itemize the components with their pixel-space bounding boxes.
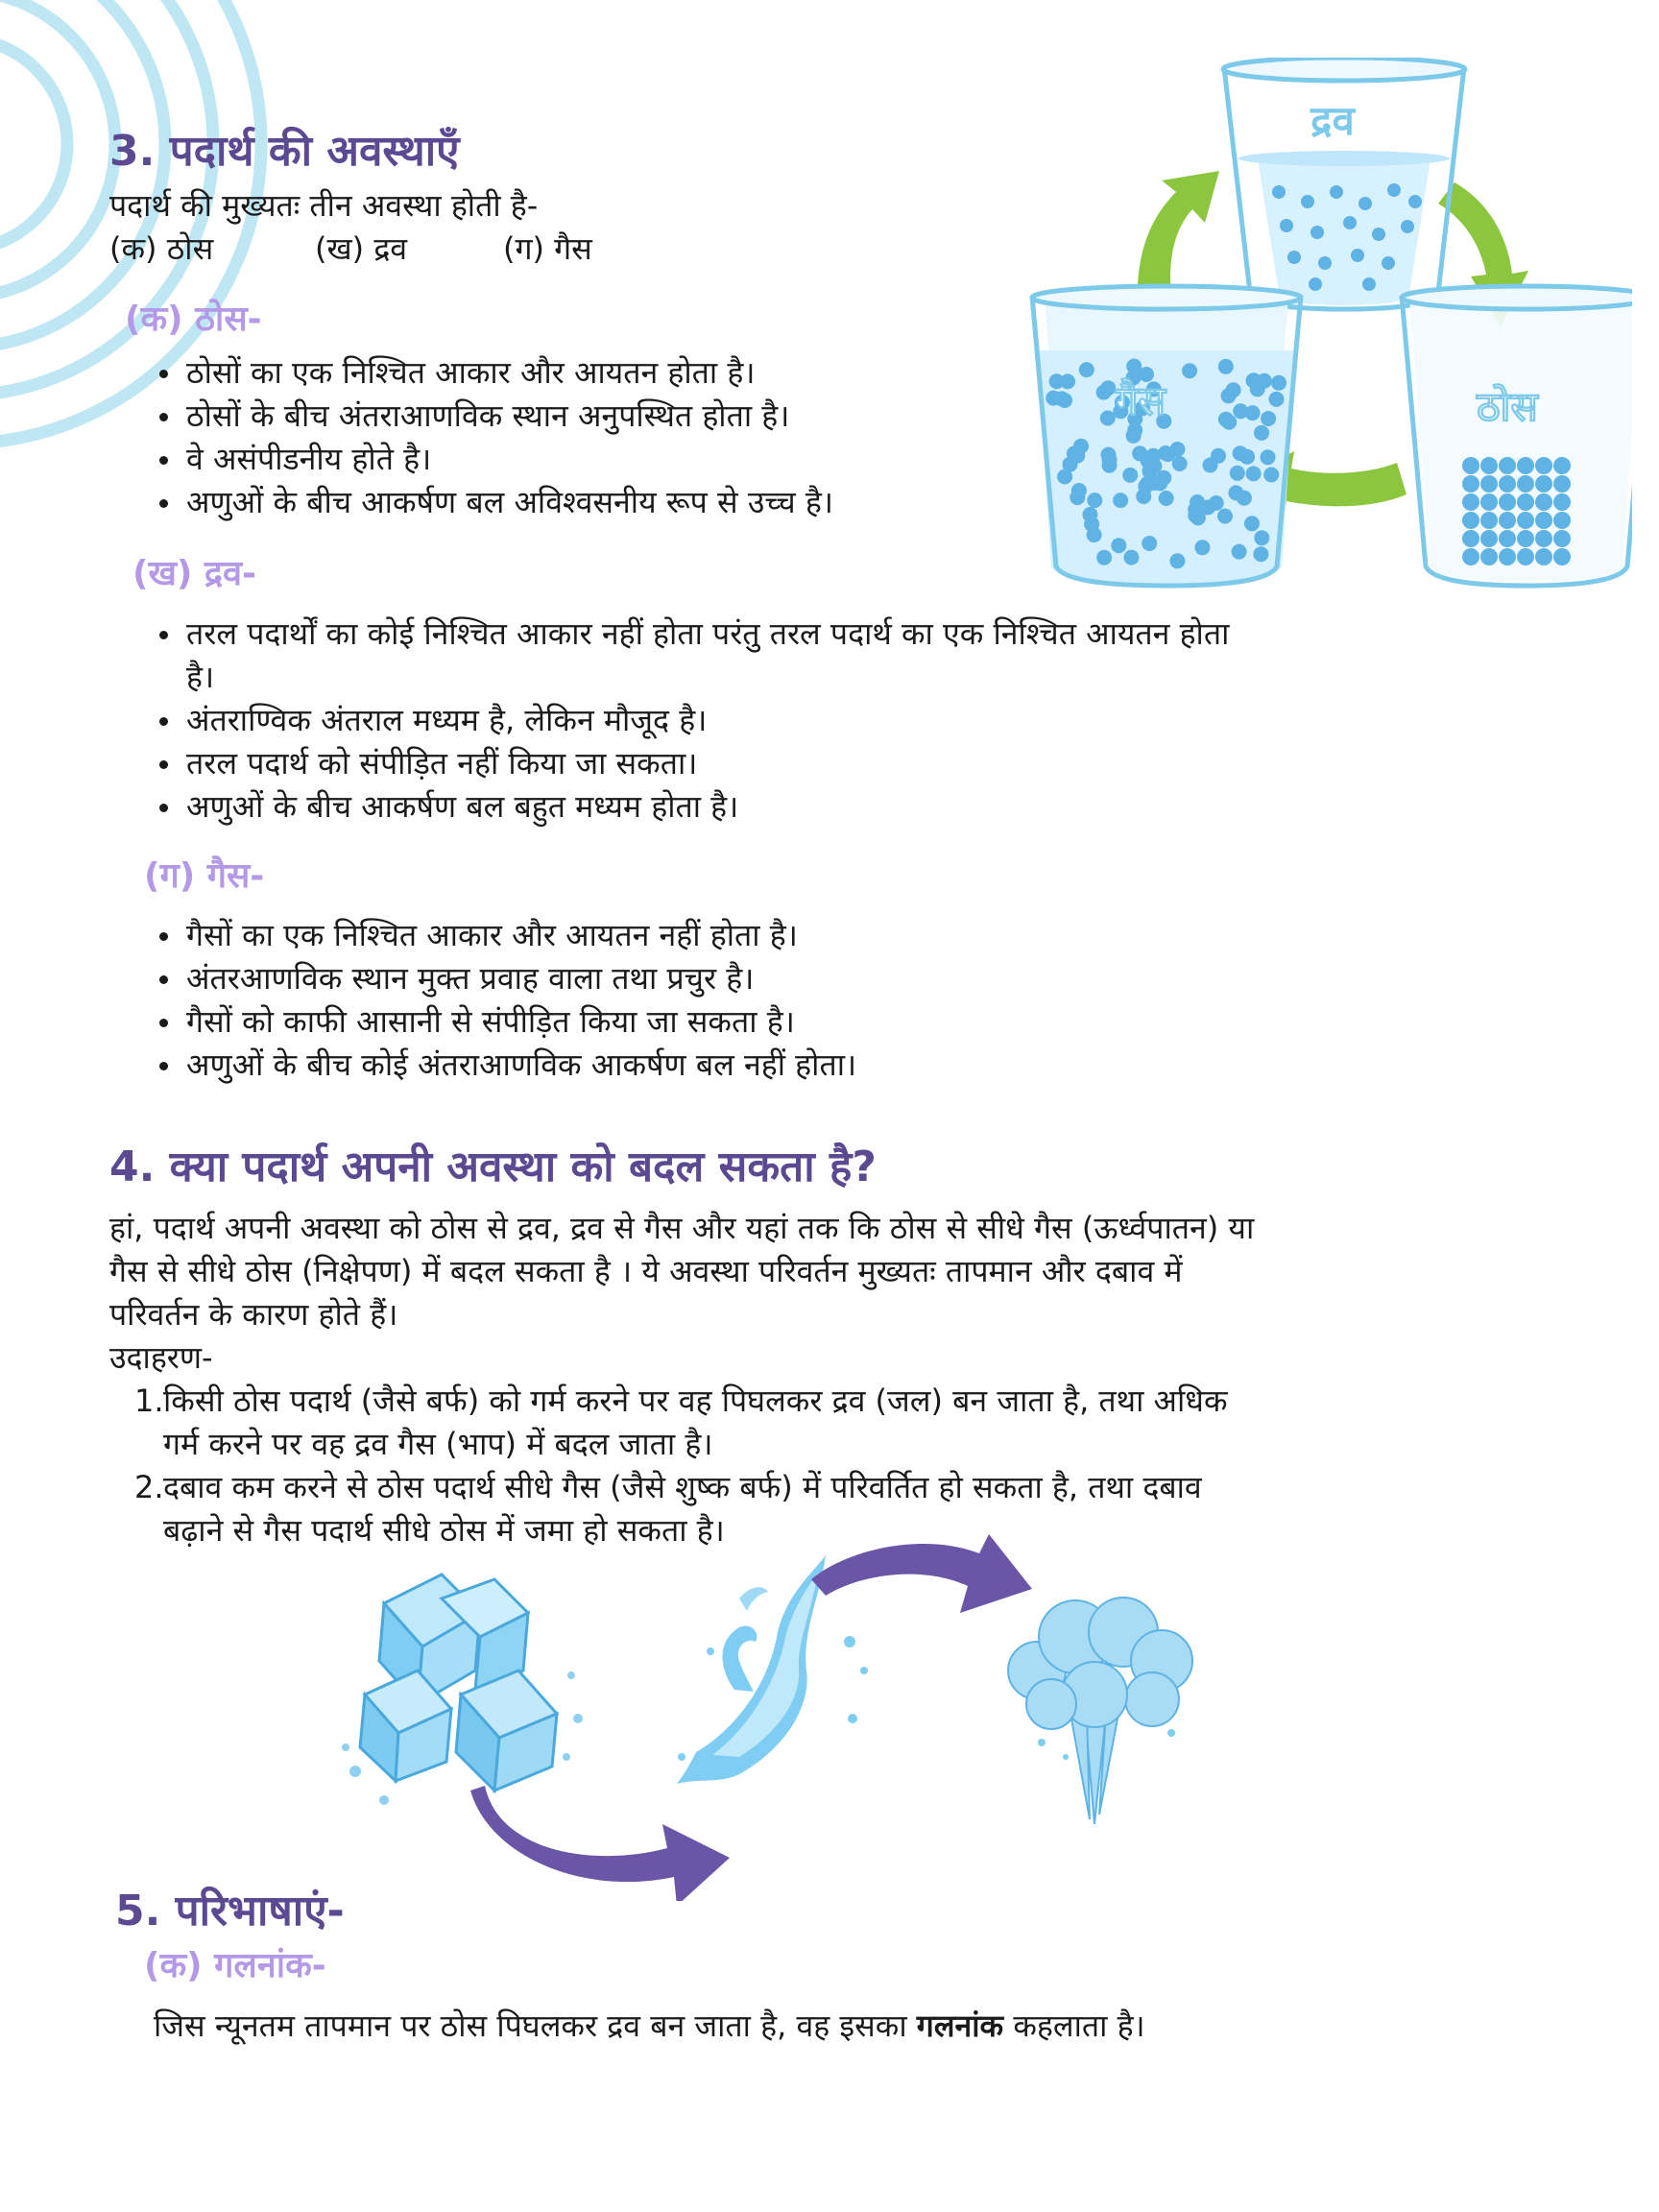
gas-particle: [1250, 381, 1265, 397]
section3-intro: पदार्थ की मुख्यतः तीन अवस्था होती है-: [109, 187, 539, 224]
liquid-glass: [1223, 58, 1465, 309]
solid-particle: [1535, 530, 1552, 547]
list-item: गैसों को काफी आसानी से संपीड़ित किया जा सकता है।: [154, 1000, 1210, 1044]
gas-points: [154, 914, 1210, 1087]
gas-particle: [1146, 459, 1162, 474]
solid-particle: [1462, 493, 1479, 511]
example-number: 1.: [134, 1382, 164, 1419]
gas-particle: [1261, 449, 1276, 465]
melting-point-heading: (क) गलनांक-: [144, 1946, 326, 1985]
gas-particle: [1246, 466, 1262, 481]
solid-particle: [1517, 475, 1534, 493]
solid-particle: [1535, 475, 1552, 493]
gas-particle: [1194, 540, 1210, 555]
solid-points: [154, 351, 979, 524]
gas-particle: [1263, 468, 1279, 483]
gas-particle: [1096, 550, 1112, 565]
gas-particle: [1218, 412, 1234, 427]
solid-particle: [1553, 475, 1571, 493]
list-item: तरल पदार्थों का कोई निश्चित आकार नहीं होता परंतु तरल पदार्थ का एक निश्चित आयतन होता है।: [154, 613, 1248, 699]
gas-particle: [1254, 530, 1269, 545]
gas-particle: [1113, 493, 1128, 508]
solid-heading: (क) ठोस-: [125, 300, 262, 339]
gas-particle: [1228, 485, 1243, 500]
gas-particle: [1159, 491, 1174, 506]
solid-particle: [1480, 530, 1498, 547]
states-row: [109, 228, 592, 271]
list-item: अणुओं के बीच आकर्षण बल बहुत मध्यम होता है।: [154, 785, 1248, 829]
solid-particle: [1517, 457, 1534, 474]
gas-particle: [1253, 546, 1268, 562]
state-gas: (ग) गैस: [503, 230, 592, 267]
gas-particle: [1261, 411, 1276, 426]
solid-glass: [1402, 286, 1632, 586]
gas-particle: [1232, 544, 1247, 560]
solid-particle: [1517, 530, 1534, 547]
states-cycle-diagram: [1027, 58, 1632, 595]
gas-glass: [1032, 286, 1301, 586]
gas-particle: [1071, 483, 1087, 498]
list-item: तरल पदार्थ को संपीड़ित नहीं किया जा सकता।: [154, 742, 1248, 785]
solid-particle: [1535, 512, 1552, 529]
list-item: ठोसों का एक निश्चित आकार और आयतन होता है।: [154, 351, 979, 395]
state-liquid: (ख) द्रव: [315, 230, 408, 267]
state-change-illustration: [326, 1527, 1210, 1901]
solid-particle: [1535, 548, 1552, 565]
example-line: दबाव कम करने से ठोस पदार्थ सीधे गैस (जैसे शुष्क बर्फ) में परिवर्तित हो सकता है, तथा दबाव: [163, 1469, 1202, 1505]
gas-particle: [1217, 509, 1233, 524]
solid-particle: [1553, 457, 1571, 474]
steam-cloud-image: [1008, 1598, 1192, 1824]
section4-paragraph: [109, 1207, 1530, 1380]
melting-point-definition: [154, 2005, 1145, 2048]
solid-particle: [1553, 493, 1571, 511]
gas-particle: [1142, 536, 1157, 551]
gas-particle: [1132, 445, 1147, 461]
state-solid: (क) ठोस: [109, 230, 214, 267]
example-number: 2.: [134, 1469, 164, 1505]
gas-particle: [1182, 363, 1197, 378]
gas-particle: [1100, 411, 1116, 426]
list-item: अंतरआणविक स्थान मुक्त प्रवाह वाला तथा प्रचुर है।: [154, 957, 1210, 1000]
solid-particle: [1480, 548, 1498, 565]
example-line: किसी ठोस पदार्थ (जैसे बर्फ) को गर्म करने पर वह पिघलकर द्रव (जल) बन जाता है, तथा अधिक: [163, 1382, 1228, 1419]
list-item: [134, 1380, 1498, 1466]
gas-particle: [1060, 373, 1075, 389]
section5-heading: 5. परिभाषाएं-: [115, 1887, 345, 1936]
gas-particle: [1188, 502, 1203, 517]
solid-particle: [1499, 457, 1516, 474]
list-item: गैसों का एक निश्चित आकार और आयतन नहीं होता है।: [154, 914, 1210, 957]
example-label: उदाहरण-: [109, 1339, 213, 1376]
solid-particle: [1499, 475, 1516, 493]
section4-heading: 4. क्या पदार्थ अपनी अवस्था को बदल सकता है?: [109, 1142, 877, 1191]
gas-particle: [1102, 452, 1118, 468]
gas-particle: [1239, 449, 1255, 465]
water-splash-image: [677, 1555, 868, 1784]
liquid-points: [154, 613, 1248, 829]
gas-particle: [1203, 458, 1218, 473]
paragraph-line: हां, पदार्थ अपनी अवस्था को ठोस से द्रव, द्रव से गैस और यहां तक कि ठोस से सीधे गैस (ऊर्ध्वपातन) या: [109, 1210, 1255, 1246]
solid-particle: [1462, 475, 1479, 493]
gas-particle: [1218, 359, 1234, 374]
gas-particle: [1136, 489, 1151, 504]
list-item: अंतराण्विक अंतराल मध्यम है, लेकिन मौजूद है।: [154, 699, 1248, 742]
solid-particle: [1480, 512, 1498, 529]
solid-particle: [1535, 493, 1552, 511]
solid-particle: [1499, 530, 1516, 547]
example-line: बढ़ाने से गैस पदार्थ सीधे ठोस में जमा हो सकता है।: [163, 1512, 725, 1549]
example-line: गर्म करने पर वह द्रव गैस (भाप) में बदल जाता है।: [163, 1426, 713, 1462]
list-item: अणुओं के बीच आकर्षण बल अविश्वसनीय रूप से उच्च है।: [154, 481, 979, 524]
liquid-label: द्रव: [1310, 97, 1355, 144]
solid-particle: [1499, 548, 1516, 565]
definition-term: गलनांक: [916, 2008, 1004, 2044]
ice-cubes-image: [342, 1575, 583, 1805]
gas-particle: [1123, 550, 1139, 565]
gas-heading: (ग) गैस-: [144, 856, 265, 896]
gas-particle: [1254, 425, 1269, 441]
solid-particle: [1462, 512, 1479, 529]
paragraph-line: गैस से सीधे ठोस (निक्षेपण) में बदल सकता है । ये अवस्था परिवर्तन मुख्यतः तापमान और दबाव में: [109, 1253, 1183, 1289]
gas-particle: [1122, 468, 1138, 483]
solid-particle: [1553, 530, 1571, 547]
solid-particle: [1517, 512, 1534, 529]
gas-particle: [1244, 516, 1260, 531]
solid-particle: [1480, 493, 1498, 511]
gas-particle: [1079, 362, 1094, 377]
liquid-heading: (ख) द्रव-: [132, 554, 256, 593]
gas-label: गैस: [1115, 377, 1166, 424]
solid-particle: [1480, 475, 1498, 493]
solid-particle: [1499, 512, 1516, 529]
solid-particle: [1517, 548, 1534, 565]
gas-particle: [1169, 553, 1185, 568]
gas-particle: [1087, 493, 1102, 508]
gas-particle: [1271, 375, 1286, 391]
solid-particle: [1480, 457, 1498, 474]
gas-particle: [1096, 385, 1112, 400]
solid-particle: [1462, 457, 1479, 474]
solid-particle: [1553, 512, 1571, 529]
paragraph-line: परिवर्तन के कारण होते हैं।: [109, 1296, 398, 1333]
list-item: वे असंपीडनीय होते है।: [154, 438, 979, 481]
gas-particle: [1230, 466, 1245, 481]
solid-particle: [1499, 493, 1516, 511]
list-item: अणुओं के बीच कोई अंतराआणविक आकर्षण बल नहीं होता।: [154, 1044, 1210, 1087]
solid-particle: [1462, 530, 1479, 547]
gas-particle: [1046, 391, 1061, 406]
definition-text: जिस न्यूनतम तापमान पर ठोस पिघलकर द्रव बन जाता है, वह इसका: [154, 2008, 917, 2044]
gas-particle: [1111, 538, 1126, 553]
list-item: ठोसों के बीच अंतराआणविक स्थान अनुपस्थित होता है।: [154, 395, 979, 438]
gas-particle: [1226, 382, 1241, 397]
gas-particle: [1067, 446, 1082, 462]
solid-particle: [1462, 548, 1479, 565]
gas-particle: [1152, 475, 1167, 491]
definition-text-end: कहलाता है।: [1003, 2008, 1145, 2044]
solid-particle: [1535, 457, 1552, 474]
solid-particle: [1517, 493, 1534, 511]
section3-heading: 3. पदार्थ की अवस्थाएँ: [109, 127, 460, 176]
solid-label: ठोस: [1477, 383, 1538, 430]
gas-particle: [1269, 392, 1285, 407]
solid-particle: [1553, 548, 1571, 565]
gas-particle: [1233, 403, 1248, 419]
gas-particle: [1084, 517, 1099, 532]
